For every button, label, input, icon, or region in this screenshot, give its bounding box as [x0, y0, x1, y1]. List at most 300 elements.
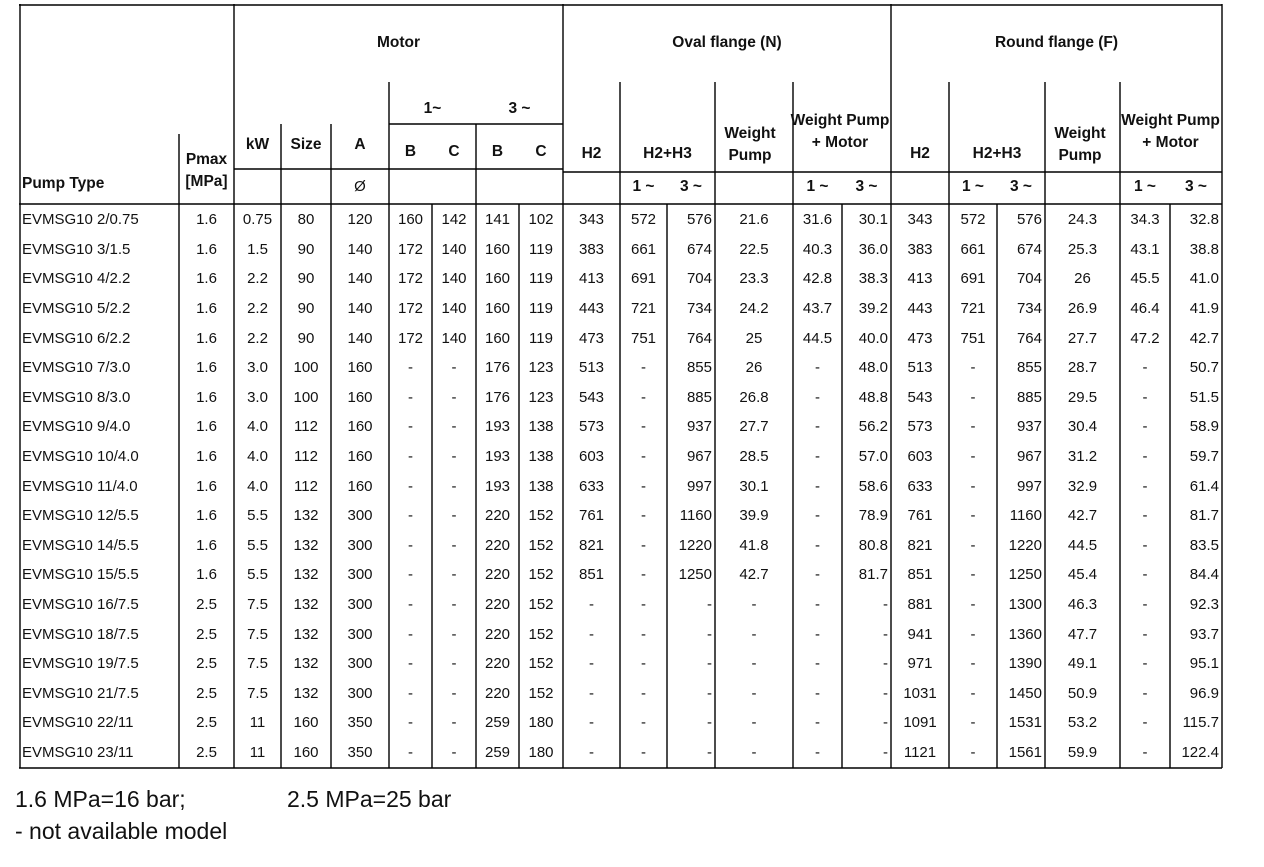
table-cell: - — [641, 477, 646, 495]
pump-type-cell: EVMSG10 6/2.2 — [22, 329, 131, 347]
table-cell: 24.3 — [1067, 211, 1098, 229]
table-cell: - — [408, 625, 413, 643]
table-cell: 1.6 — [196, 270, 217, 288]
table-cell: 58.9 — [1189, 418, 1219, 436]
table-cell: 152 — [528, 566, 554, 584]
table-cell: - — [641, 566, 646, 584]
table-cell: 119 — [529, 270, 553, 288]
table-cell: 855 — [1016, 359, 1042, 377]
table-cell: 7.5 — [247, 655, 268, 673]
table-cell: - — [815, 448, 820, 466]
table-cell: 851 — [578, 566, 605, 584]
header-round-wpm-3ph: 3 ~ — [1185, 178, 1207, 195]
table-cell: 300 — [347, 536, 373, 554]
table-cell: 300 — [347, 596, 373, 614]
header-size: Size — [290, 136, 322, 153]
table-cell: - — [1142, 566, 1148, 584]
table-cell: - — [451, 714, 457, 732]
table-cell: 220 — [484, 625, 511, 643]
table-cell: 603 — [907, 448, 933, 466]
table-cell: 473 — [907, 329, 933, 347]
table-cell: 90 — [297, 240, 315, 258]
table-cell: 761 — [907, 507, 933, 525]
table-cell: - — [970, 359, 976, 377]
table-cell: 2.5 — [196, 684, 217, 702]
table-cell: 300 — [347, 655, 373, 673]
table-cell: 160 — [397, 211, 424, 229]
table-cell: - — [707, 684, 712, 702]
table-cell: 61.4 — [1189, 477, 1219, 495]
table-cell: 26 — [1074, 270, 1091, 288]
pump-type-cell: EVMSG10 15/5.5 — [22, 566, 139, 584]
table-cell: 132 — [293, 566, 319, 584]
table-cell: 112 — [294, 418, 318, 436]
table-cell: 38.8 — [1189, 240, 1219, 258]
table-cell: - — [707, 625, 712, 643]
table-cell: 140 — [347, 240, 373, 258]
table-cell: 1450 — [1008, 684, 1042, 702]
header-kw: kW — [245, 136, 270, 153]
table-cell: 937 — [686, 418, 712, 436]
table-cell: 92.3 — [1189, 596, 1219, 614]
table-cell: 112 — [294, 448, 318, 466]
table-cell: - — [641, 625, 646, 643]
table-cell: - — [707, 655, 712, 673]
pump-type-cell: EVMSG10 5/2.2 — [22, 300, 131, 318]
table-cell: 764 — [1016, 329, 1042, 347]
header-oval-weight-pump-motor: Weight Pump + Motor — [790, 112, 890, 151]
table-cell: - — [815, 388, 820, 406]
table-cell: - — [1142, 744, 1148, 762]
table-cell: 140 — [347, 329, 373, 347]
table-cell: 633 — [578, 477, 605, 495]
table-cell: 1360 — [1008, 625, 1042, 643]
table-cell: - — [970, 655, 976, 673]
table-cell: 2.5 — [196, 625, 217, 643]
table-cell: 573 — [578, 418, 605, 436]
table-cell: - — [641, 536, 646, 554]
table-cell: - — [408, 507, 413, 525]
header-round-h2: H2 — [910, 145, 930, 162]
table-cell: - — [751, 596, 757, 614]
table-cell: 220 — [484, 566, 511, 584]
table-cell: 721 — [630, 300, 657, 318]
table-cell: - — [451, 625, 457, 643]
table-cell: - — [751, 684, 757, 702]
table-cell: 160 — [484, 270, 511, 288]
table-cell: - — [815, 566, 820, 584]
table-cell: - — [815, 418, 820, 436]
footnote-not-available: - not available model — [15, 818, 228, 844]
table-cell: 513 — [907, 359, 933, 377]
header-oval-weight-pump: Weight Pump — [724, 125, 776, 164]
table-cell: 443 — [578, 300, 605, 318]
table-cell: 140 — [441, 270, 467, 288]
table-cell: - — [451, 684, 457, 702]
table-cell: 1031 — [903, 684, 937, 702]
table-cell: 49.1 — [1067, 655, 1098, 673]
table-cell: 45.4 — [1067, 566, 1098, 584]
table-cell: - — [589, 596, 594, 614]
table-cell: 140 — [347, 270, 373, 288]
header-round-h2h3-1ph: 1 ~ — [962, 178, 984, 195]
table-cell: - — [451, 418, 457, 436]
table-cell: 96.9 — [1189, 684, 1219, 702]
table-cell: 1250 — [678, 566, 712, 584]
table-cell: 160 — [347, 418, 373, 436]
table-cell: 180 — [528, 744, 554, 762]
table-cell: 46.3 — [1067, 596, 1098, 614]
table-cell: 3.0 — [247, 388, 268, 406]
table-cell: 142 — [441, 211, 467, 229]
table-cell: 43.7 — [802, 300, 833, 318]
table-cell: 160 — [347, 388, 373, 406]
table-cell: 1160 — [679, 507, 712, 525]
table-cell: 21.6 — [739, 211, 769, 229]
table-cell: 152 — [528, 507, 554, 525]
table-cell: 31.2 — [1067, 448, 1098, 466]
table-cell: 25 — [745, 329, 763, 347]
table-cell: 11 — [249, 744, 266, 762]
table-cell: 122.4 — [1181, 744, 1219, 762]
table-cell: 2.5 — [196, 714, 217, 732]
header-3ph-b: B — [491, 143, 504, 160]
table-cell: - — [883, 744, 888, 762]
table-cell: 1300 — [1008, 596, 1042, 614]
table-cell: 513 — [578, 359, 605, 377]
pump-type-cell: EVMSG10 3/1.5 — [22, 240, 131, 258]
table-cell: - — [1142, 536, 1148, 554]
table-cell: 138 — [528, 477, 554, 495]
table-cell: - — [970, 596, 976, 614]
header-motor: Motor — [376, 34, 421, 51]
table-cell: 40.3 — [802, 240, 833, 258]
table-cell: 152 — [528, 596, 554, 614]
table-cell: - — [408, 596, 413, 614]
table-cell: 967 — [1016, 448, 1042, 466]
table-cell: - — [451, 566, 457, 584]
table-cell: - — [451, 596, 457, 614]
table-cell: - — [751, 744, 757, 762]
table-cell: 81.7 — [858, 566, 888, 584]
table-cell: 1121 — [903, 744, 937, 762]
table-cell: 152 — [528, 684, 554, 702]
table-cell: - — [815, 744, 820, 762]
table-cell: 1561 — [1008, 744, 1042, 762]
table-cell: 259 — [484, 714, 511, 732]
header-oval-wpm-3ph: 3 ~ — [855, 178, 878, 195]
table-cell: 81.7 — [1189, 507, 1219, 525]
table-cell: 141 — [484, 211, 511, 229]
table-cell: 220 — [484, 684, 511, 702]
table-cell: - — [451, 507, 457, 525]
table-cell: 413 — [578, 270, 605, 288]
table-cell: - — [883, 625, 888, 643]
table-cell: 22.5 — [739, 240, 769, 258]
table-cell: - — [815, 596, 820, 614]
table-cell: 44.5 — [802, 329, 833, 347]
table-cell: - — [1142, 448, 1148, 466]
table-cell: 967 — [686, 448, 712, 466]
table-cell: 31.6 — [802, 211, 833, 229]
table-cell: - — [751, 625, 757, 643]
table-cell: - — [641, 596, 646, 614]
table-cell: - — [641, 418, 646, 436]
table-cell: 11 — [249, 714, 266, 732]
table-cell: - — [589, 714, 594, 732]
table-cell: 100 — [293, 359, 319, 377]
pump-type-cell: EVMSG10 12/5.5 — [22, 507, 139, 525]
table-cell: 1.5 — [247, 240, 268, 258]
table-cell: 84.4 — [1189, 566, 1219, 584]
table-cell: - — [408, 714, 413, 732]
header-pump-type: Pump Type — [22, 175, 105, 192]
table-cell: 881 — [907, 596, 933, 614]
table-cell: 1.6 — [196, 240, 217, 258]
table-cell: 39.9 — [739, 507, 769, 525]
table-cell: 90 — [297, 329, 315, 347]
table-cell: 160 — [347, 359, 373, 377]
pump-type-cell: EVMSG10 14/5.5 — [22, 536, 139, 554]
table-cell: 220 — [484, 536, 511, 554]
table-cell: - — [707, 596, 712, 614]
table-cell: 172 — [397, 240, 424, 258]
table-cell: 41.0 — [1189, 270, 1219, 288]
table-cell: - — [815, 655, 820, 673]
table-cell: 160 — [293, 714, 319, 732]
table-cell: 1390 — [1008, 655, 1042, 673]
table-cell: - — [1142, 507, 1148, 525]
table-cell: 45.5 — [1130, 270, 1160, 288]
table-cell: 90 — [297, 270, 315, 288]
table-cell: 119 — [529, 240, 553, 258]
table-cell: 1091 — [903, 714, 937, 732]
pump-type-cell: EVMSG10 2/0.75 — [22, 211, 139, 229]
table-cell: 704 — [1016, 270, 1042, 288]
table-cell: 937 — [1016, 418, 1042, 436]
table-cell: 193 — [484, 448, 511, 466]
table-cell: 576 — [1016, 211, 1042, 229]
table-cell: - — [641, 359, 646, 377]
table-cell: 172 — [397, 329, 424, 347]
table-cell: 120 — [347, 211, 373, 229]
table-cell: - — [970, 477, 976, 495]
table-cell: 42.7 — [1067, 507, 1098, 525]
table-cell: 350 — [347, 714, 373, 732]
table-cell: 160 — [347, 448, 373, 466]
table-cell: 821 — [578, 536, 605, 554]
table-cell: 4.0 — [247, 418, 268, 436]
table-cell: 2.2 — [247, 270, 268, 288]
table-cell: 1.6 — [196, 477, 217, 495]
table-cell: - — [408, 655, 413, 673]
table-cell: 80.8 — [858, 536, 888, 554]
table-cell: 300 — [347, 566, 373, 584]
table-cell: 941 — [907, 625, 933, 643]
header-3ph-c: C — [535, 143, 547, 160]
table-cell: - — [641, 655, 646, 673]
table-cell: 50.9 — [1067, 684, 1098, 702]
header-round-wpm-1ph: 1 ~ — [1134, 178, 1156, 195]
table-cell: - — [970, 684, 976, 702]
table-cell: 764 — [686, 329, 712, 347]
table-cell: 721 — [960, 300, 986, 318]
table-cell: 30.4 — [1067, 418, 1098, 436]
table-cell: 2.5 — [196, 655, 217, 673]
table-cell: - — [408, 566, 413, 584]
table-cell: 0.75 — [242, 211, 273, 229]
table-cell: 300 — [347, 625, 373, 643]
table-cell: - — [970, 536, 976, 554]
table-cell: - — [408, 388, 413, 406]
table-cell: 160 — [484, 300, 511, 318]
table-cell: 132 — [293, 684, 319, 702]
table-cell: - — [1142, 418, 1148, 436]
table-cell: 47.2 — [1130, 329, 1160, 347]
table-cell: 220 — [484, 655, 511, 673]
pump-type-cell: EVMSG10 8/3.0 — [22, 388, 131, 406]
table-cell: 383 — [578, 240, 605, 258]
table-cell: 112 — [294, 477, 318, 495]
header-a: A — [354, 136, 366, 153]
table-cell: 160 — [293, 744, 319, 762]
table-cell: 34.3 — [1130, 211, 1160, 229]
table-cell: 140 — [441, 240, 467, 258]
table-cell: 115.7 — [1182, 714, 1219, 732]
table-cell: 1.6 — [196, 448, 217, 466]
table-cell: - — [707, 714, 712, 732]
pump-type-cell: EVMSG10 4/2.2 — [22, 270, 131, 288]
table-cell: 47.7 — [1067, 625, 1098, 643]
table-cell: 172 — [397, 300, 424, 318]
table-cell: 300 — [347, 507, 373, 525]
table-cell: - — [641, 714, 646, 732]
table-cell: - — [451, 359, 457, 377]
table-cell: 343 — [578, 211, 605, 229]
table-cell: 39.2 — [858, 300, 888, 318]
table-cell: 23.3 — [739, 270, 769, 288]
table-cell: - — [589, 744, 594, 762]
table-cell: 132 — [293, 536, 319, 554]
header-a-diameter: Ø — [354, 177, 366, 195]
table-cell: - — [815, 625, 820, 643]
table-cell: 43.1 — [1130, 240, 1160, 258]
table-cell: 751 — [630, 329, 657, 347]
table-cell: - — [408, 536, 413, 554]
table-cell: 543 — [578, 388, 605, 406]
table-cell: 997 — [686, 477, 712, 495]
pump-type-cell: EVMSG10 23/11 — [22, 744, 134, 762]
table-cell: - — [1142, 477, 1148, 495]
table-cell: - — [408, 744, 413, 762]
table-cell: 572 — [960, 211, 986, 229]
table-cell: 193 — [484, 418, 511, 436]
table-cell: 633 — [907, 477, 933, 495]
table-cell: - — [1142, 714, 1148, 732]
header-oval-h2: H2 — [581, 145, 602, 162]
table-cell: - — [883, 655, 888, 673]
table-cell: 1.6 — [196, 536, 217, 554]
table-cell: 28.7 — [1067, 359, 1098, 377]
table-cell: - — [970, 625, 976, 643]
table-cell: 57.0 — [858, 448, 888, 466]
table-cell: - — [970, 507, 976, 525]
table-cell: 193 — [484, 477, 511, 495]
table-cell: - — [641, 448, 646, 466]
table-cell: - — [589, 625, 594, 643]
table-cell: - — [451, 388, 457, 406]
table-cell: - — [970, 418, 976, 436]
table-cell: 1.6 — [196, 359, 217, 377]
table-cell: 1220 — [1008, 536, 1042, 554]
table-cell: 100 — [293, 388, 319, 406]
table-cell: 48.0 — [858, 359, 888, 377]
table-cell: 138 — [528, 418, 554, 436]
table-cell: - — [970, 714, 976, 732]
table-cell: - — [883, 714, 888, 732]
table-cell: 1.6 — [196, 566, 217, 584]
table-cell: 41.9 — [1189, 300, 1219, 318]
table-cell: 3.0 — [247, 359, 268, 377]
table-cell: - — [451, 536, 457, 554]
table-cell: 734 — [1016, 300, 1042, 318]
table-cell: - — [1142, 684, 1148, 702]
table-cell: 38.3 — [858, 270, 888, 288]
table-cell: 30.1 — [739, 477, 769, 495]
table-cell: 704 — [686, 270, 712, 288]
table-cell: 691 — [630, 270, 657, 288]
pump-type-cell: EVMSG10 22/11 — [22, 714, 134, 732]
table-cell: 26.8 — [739, 388, 769, 406]
table-cell: 42.7 — [739, 566, 769, 584]
table-cell: - — [970, 744, 976, 762]
header-round-weight-pump-motor: Weight Pump + Motor — [1121, 112, 1220, 151]
table-cell: 1.6 — [196, 507, 217, 525]
table-cell: 172 — [397, 270, 424, 288]
table-cell: - — [451, 744, 457, 762]
header-oval-wpm-1ph: 1 ~ — [806, 178, 829, 195]
table-cell: 220 — [484, 596, 511, 614]
table-cell: 123 — [528, 388, 554, 406]
table-cell: - — [451, 655, 457, 673]
table-cell: 674 — [686, 240, 712, 258]
table-cell: 27.7 — [1067, 329, 1098, 347]
table-cell: - — [815, 507, 820, 525]
table-cell: - — [408, 448, 413, 466]
table-cell: - — [883, 596, 888, 614]
pump-type-cell: EVMSG10 21/7.5 — [22, 684, 139, 702]
table-cell: 36.0 — [858, 240, 888, 258]
header-single-phase: 1~ — [423, 100, 442, 117]
table-cell: 1.6 — [196, 418, 217, 436]
table-cell: - — [641, 388, 646, 406]
table-cell: 751 — [960, 329, 986, 347]
header-round-h2h3: H2+H3 — [972, 145, 1022, 162]
table-cell: 443 — [907, 300, 933, 318]
table-cell: 160 — [484, 240, 511, 258]
table-cell: 160 — [484, 329, 511, 347]
table-cell: - — [641, 507, 646, 525]
table-cell: 119 — [529, 300, 553, 318]
table-cell: 7.5 — [247, 625, 268, 643]
table-cell: - — [883, 684, 888, 702]
pump-type-cell: EVMSG10 10/4.0 — [22, 448, 139, 466]
table-cell: 90 — [297, 300, 315, 318]
table-cell: - — [451, 448, 457, 466]
table-cell: 140 — [347, 300, 373, 318]
header-round-h2h3-3ph: 3 ~ — [1010, 178, 1032, 195]
table-cell: 885 — [1016, 388, 1042, 406]
